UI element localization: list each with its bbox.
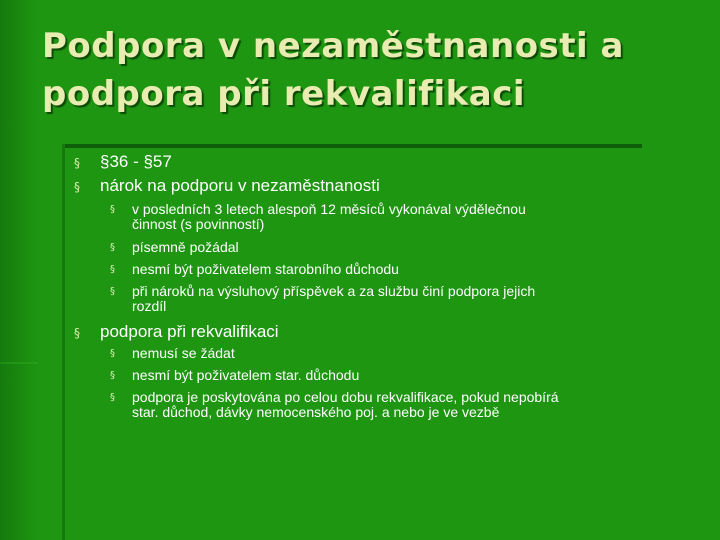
bullet-icon: § xyxy=(110,264,115,275)
list-item-text: §36 - §57 xyxy=(100,152,172,171)
bullet-icon: § xyxy=(74,180,80,194)
decorative-stripe xyxy=(0,362,38,364)
list-item xyxy=(110,367,360,383)
bullet-icon: § xyxy=(74,326,80,340)
list-item-text: nárok na podporu v nezaměstnanosti xyxy=(100,176,380,195)
list-item xyxy=(110,283,536,314)
list-item xyxy=(74,176,380,196)
list-item xyxy=(110,261,399,277)
vertical-rule xyxy=(62,144,65,540)
list-item-text: činnost (s povinností) xyxy=(132,216,265,232)
bullet-icon: § xyxy=(110,392,115,403)
bullet-icon: § xyxy=(110,286,115,297)
slide-title xyxy=(42,22,702,118)
list-item xyxy=(110,201,526,232)
bullet-icon: § xyxy=(110,348,115,359)
bullet-icon: § xyxy=(110,242,115,253)
list-item xyxy=(110,389,559,420)
list-item-text: rozdíl xyxy=(132,298,167,314)
list-item-text: podpora je poskytována po celou dobu rekvalifikace, pokud nepobírá xyxy=(132,389,559,405)
bullet-icon: § xyxy=(110,370,115,381)
list-item xyxy=(110,345,235,361)
title-line-1: Podpora v nezaměstnanosti a xyxy=(42,26,624,66)
list-item-text: nesmí být poživatelem star. důchodu xyxy=(132,367,360,383)
bullet-icon: § xyxy=(74,156,80,170)
list-item-text: nesmí být poživatelem starobního důchodu xyxy=(132,261,399,277)
list-item-text: nemusí se žádat xyxy=(132,345,235,361)
list-item-text: při nároků na výsluhový příspěvek a za službu činí podpora jejich xyxy=(132,283,536,299)
title-line-2: podpora při rekvalifikaci xyxy=(42,74,526,114)
list-item xyxy=(74,322,279,342)
list-item-text: písemně požádal xyxy=(132,239,239,255)
bullet-icon: § xyxy=(110,204,115,215)
list-item xyxy=(74,152,172,172)
horizontal-rule xyxy=(62,144,642,148)
list-item-text: podpora při rekvalifikaci xyxy=(100,322,279,341)
list-item xyxy=(110,239,239,255)
list-item-text: star. důchod, dávky nemocenského poj. a nebo je ve vezbě xyxy=(132,404,500,420)
background-left-band xyxy=(0,0,38,540)
list-item-text: v posledních 3 letech alespoň 12 měsíců vykonával výdělečnou xyxy=(132,201,526,217)
